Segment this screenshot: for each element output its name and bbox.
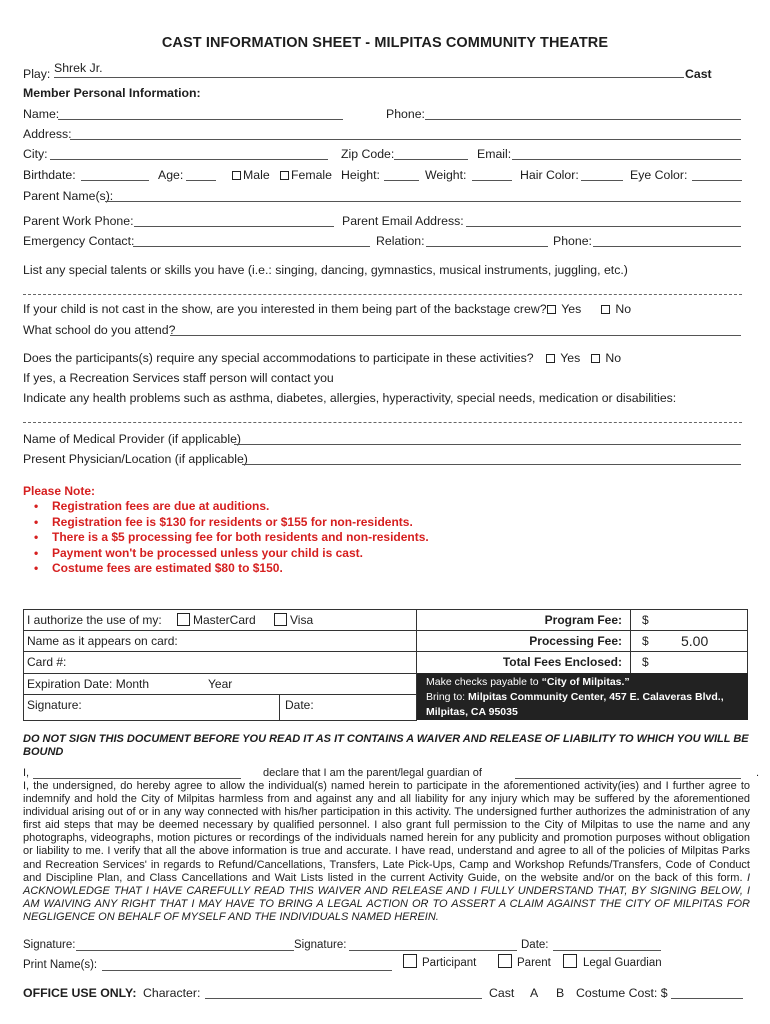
eye-field[interactable] — [692, 180, 742, 181]
talents-line[interactable] — [23, 294, 742, 295]
member-section-heading: Member Personal Information: — [23, 86, 201, 100]
costume-cost-field[interactable] — [671, 998, 743, 999]
signature1-label: Signature: — [23, 939, 76, 951]
bring-city: Milpitas, CA 95035 — [426, 706, 518, 718]
card-signature-label: Signature: — [27, 698, 82, 712]
participant-option[interactable]: Participant — [403, 954, 476, 971]
ward-name-field[interactable] — [515, 778, 741, 779]
emergency-label: Emergency Contact: — [23, 234, 135, 248]
print-names-label: Print Name(s): — [23, 959, 98, 971]
costume-cost-label: Costume Cost: $ — [576, 986, 668, 1000]
program-fee-cell[interactable] — [630, 609, 748, 631]
male-checkbox[interactable] — [232, 171, 241, 180]
sign-date-label: Date: — [521, 939, 549, 951]
parent-email-label: Parent Email Address: — [342, 214, 464, 228]
program-fee-label: Program Fee: — [416, 609, 631, 631]
parent-checkbox[interactable] — [498, 954, 512, 968]
phone-field[interactable] — [425, 119, 741, 120]
city-row — [23, 146, 745, 162]
female-checkbox[interactable] — [280, 171, 289, 180]
waiver-paragraph — [23, 767, 760, 924]
card-number-label: Card #: — [27, 655, 67, 669]
hair-field[interactable] — [581, 180, 623, 181]
play-line — [54, 77, 684, 78]
talents-question: List any special talents or skills you have (i.e.: singing, dancing, gymnastics, musical instruments, juggling, etc.) — [23, 263, 628, 277]
medical-provider-field[interactable] — [234, 444, 741, 445]
waiver-body: I, the undersigned, do hereby agree to allow the individual(s) named herein to participate in the aforementioned activity(ies) and I further agree to indemnify and hold the City of Milpitas harmless from and against any and all liability for any injury which may be suffered by the aforementioned individual arising out of or in any way connected with his/her participation in this activity. The undersigned further authorizes the administration of any first aid steps that may be deemed necessary by qualified personnel. I also grant full permission to the City of Milpitas to use the name and any photographs, videographs, motion pictures or recordings of the individuals named herein for any publicity and promotion purposes without obligation or liability to me. I verify that all the above information is true and accurate. I have read, understand and agree to all of the policies of Milpitas Parks and Recreation Services' in regards to Refund/Cancellations, Transfers, Late Pick-Ups, Camp and Workshop Refunds/Transfers, Code of Conduct and Discipline Plan, and Class Cancellations and Wait Lists listed in the current Activity Guide, on the website and/or on the back of this form. — [23, 780, 750, 884]
parent-names-row — [23, 188, 745, 204]
checks-payable-box — [417, 673, 748, 720]
card-date-label: Date: — [285, 698, 314, 712]
program-fee-dollar: $ — [642, 613, 649, 627]
signature1-field[interactable] — [76, 950, 294, 951]
health-line[interactable] — [23, 422, 742, 423]
print-names-field[interactable] — [102, 970, 392, 971]
play-value[interactable]: Shrek Jr. — [54, 61, 103, 75]
processing-fee-label: Processing Fee: — [416, 630, 631, 652]
signature-row — [23, 937, 745, 953]
name-row — [23, 106, 745, 122]
note-item: • There is a $5 processing fee for both residents and non-residents. — [34, 530, 429, 546]
print-names-row — [23, 957, 745, 973]
processing-fee-cell[interactable] — [630, 630, 748, 652]
note-item: • Payment won't be processed unless your child is cast. — [34, 546, 429, 562]
checks-prefix: Make checks payable to — [426, 676, 539, 688]
authorize-label: I authorize the use of my: — [27, 613, 162, 627]
accommodations-row — [23, 350, 745, 366]
cast-b-label: B — [556, 986, 565, 1000]
backstage-row — [23, 301, 745, 317]
emergency-phone-label: Phone: — [553, 234, 592, 248]
waiver-warning: DO NOT SIGN THIS DOCUMENT BEFORE YOU READ IT AS IT CONTAINS A WAIVER AND RELEASE OF LIABILITY TO WHICH YOU WILL BE BOUND — [23, 733, 749, 758]
age-label: Age: — [158, 168, 184, 182]
authorize-cell — [23, 609, 417, 631]
accommodations-yes-checkbox[interactable] — [546, 354, 555, 363]
hair-label: Hair Color: — [520, 168, 579, 182]
physician-field[interactable] — [242, 464, 741, 465]
processing-fee-value: 5.00 — [681, 633, 709, 649]
total-fees-cell[interactable] — [630, 651, 748, 674]
school-row — [23, 322, 745, 338]
accommodations-yes-option[interactable]: Yes — [546, 350, 580, 366]
legal-guardian-checkbox[interactable] — [563, 954, 577, 968]
please-note-heading: Please Note: — [23, 484, 96, 498]
year-label: Year — [208, 677, 233, 691]
accommodations-no-option[interactable]: No — [591, 350, 621, 366]
birthdate-label: Birthdate: — [23, 168, 76, 182]
office-use-row — [23, 985, 745, 1001]
play-row — [23, 63, 745, 79]
checks-payee: “City of Milpitas.” — [541, 676, 630, 688]
mastercard-option[interactable]: MasterCard — [177, 610, 256, 630]
city-field[interactable] — [50, 159, 328, 160]
participant-checkbox[interactable] — [403, 954, 417, 968]
address-field[interactable] — [70, 139, 741, 140]
processing-fee-dollar: $ — [642, 634, 649, 648]
name-on-card-cell[interactable] — [23, 630, 417, 652]
cast-suffix: Cast — [685, 67, 712, 81]
card-number-cell[interactable] — [23, 651, 417, 674]
sign-date-field[interactable] — [553, 950, 661, 951]
parent-names-field[interactable] — [105, 201, 741, 202]
note-item: • Registration fees are due at auditions. — [34, 499, 429, 515]
health-question: Indicate any health problems such as asthma, diabetes, allergies, hyperactivity, special needs, medication or disabilities: — [23, 391, 677, 405]
backstage-no-option[interactable]: No — [601, 301, 631, 317]
total-fees-label: Total Fees Enclosed: — [416, 651, 631, 674]
backstage-yes-checkbox[interactable] — [547, 305, 556, 314]
emergency-row — [23, 233, 745, 249]
birthdate-row — [23, 167, 745, 183]
emergency-phone-field[interactable] — [593, 246, 741, 247]
accommodations-no-checkbox[interactable] — [591, 354, 600, 363]
school-label: What school do you attend? — [23, 323, 176, 337]
physician-row — [23, 451, 745, 467]
email-field[interactable] — [512, 159, 741, 160]
female-option[interactable]: Female — [280, 167, 332, 183]
play-label: Play: — [23, 67, 51, 81]
zip-label: Zip Code: — [341, 147, 395, 161]
relation-field[interactable] — [426, 246, 548, 247]
name-field[interactable] — [58, 119, 343, 120]
expiration-label: Expiration Date: Month — [27, 677, 150, 691]
weight-label: Weight: — [425, 168, 467, 182]
payment-table — [23, 609, 748, 721]
parent-option[interactable]: Parent — [498, 954, 551, 971]
backstage-yes-option[interactable]: Yes — [547, 301, 581, 317]
declarant-name-field[interactable] — [33, 778, 241, 779]
weight-field[interactable] — [472, 180, 512, 181]
parent-work-phone-label: Parent Work Phone: — [23, 214, 134, 228]
office-use-label: OFFICE USE ONLY: — [23, 986, 137, 1000]
phone-label: Phone: — [386, 107, 425, 121]
address-label: Address: — [23, 127, 72, 141]
backstage-question: If your child is not cast in the show, are you interested in them being part of the backstage crew? — [23, 302, 547, 316]
expiration-cell[interactable] — [23, 673, 417, 695]
character-field[interactable] — [205, 998, 482, 999]
form-title: CAST INFORMATION SHEET - MILPITAS COMMUNITY THEATRE — [161, 35, 609, 51]
medical-provider-label: Name of Medical Provider (if applicable) — [23, 432, 242, 446]
legal-guardian-option[interactable]: Legal Guardian — [563, 954, 662, 971]
birthdate-field[interactable] — [81, 180, 149, 181]
age-field[interactable] — [186, 180, 216, 181]
eye-label: Eye Color: — [630, 168, 688, 182]
bring-place: Milpitas Community Center, 457 E. Calaveras Blvd., — [468, 691, 724, 703]
address-row — [23, 126, 745, 142]
visa-checkbox[interactable] — [274, 613, 287, 626]
parent-work-phone-field[interactable] — [134, 226, 334, 227]
bring-prefix: Bring to: — [426, 691, 466, 703]
email-label: Email: — [477, 147, 512, 161]
parent-names-label: Parent Name(s): — [23, 189, 114, 203]
guardian-declaration-line: I, declare that I am the parent/legal guardian of . — [23, 767, 760, 779]
office-cast-label: Cast — [489, 986, 515, 1000]
city-label: City: — [23, 147, 48, 161]
parent-email-field[interactable] — [466, 226, 741, 227]
name-on-card-label: Name as it appears on card: — [27, 634, 178, 648]
card-date-cell[interactable] — [279, 694, 417, 721]
emergency-field[interactable] — [133, 246, 370, 247]
declare-text: declare that I am the parent/legal guardian of — [263, 767, 482, 779]
medical-provider-row — [23, 431, 745, 447]
cast-a-label: A — [530, 986, 539, 1000]
notes-list — [34, 499, 429, 577]
school-field[interactable] — [170, 335, 741, 336]
accommodations-question: Does the participants(s) require any special accommodations to participate in these activities? — [23, 351, 534, 365]
relation-label: Relation: — [376, 234, 425, 248]
recreation-note: If yes, a Recreation Services staff person will contact you — [23, 371, 334, 385]
card-signature-cell[interactable] — [23, 694, 280, 721]
total-fees-dollar: $ — [642, 655, 649, 669]
signature2-label: Signature: — [294, 939, 347, 951]
visa-option[interactable]: Visa — [274, 610, 313, 630]
character-label: Character: — [143, 986, 201, 1000]
backstage-no-checkbox[interactable] — [601, 305, 610, 314]
name-label: Name: — [23, 107, 60, 121]
signature2-field[interactable] — [349, 950, 517, 951]
waiver-acknowledgement: I ACKNOWLEDGE THAT I HAVE CAREFULLY READ THIS WAIVER AND RELEASE AND I FULLY UNDERSTAND THAT, BY SIGNING BELOW, I AM WAIVING ANY RIGHT THAT I MAY HAVE TO BRING A LEGAL ACTION OR TO ASSERT A CLAIM AGAINST THE CITY OF MILPITAS FOR NEGLIGENCE ON BEHALF OF MYSELF AND THE INDIVIDUALS NAMED HEREIN. — [23, 871, 750, 923]
zip-field[interactable] — [394, 159, 468, 160]
height-label: Height: — [341, 168, 380, 182]
note-item: • Costume fees are estimated $80 to $150. — [34, 561, 429, 577]
note-item: • Registration fee is $130 for residents or $155 for non-residents. — [34, 515, 429, 531]
physician-label: Present Physician/Location (if applicable) — [23, 452, 248, 466]
parent-contact-row — [23, 213, 745, 229]
mastercard-checkbox[interactable] — [177, 613, 190, 626]
male-option[interactable]: Male — [232, 167, 270, 183]
height-field[interactable] — [384, 180, 419, 181]
